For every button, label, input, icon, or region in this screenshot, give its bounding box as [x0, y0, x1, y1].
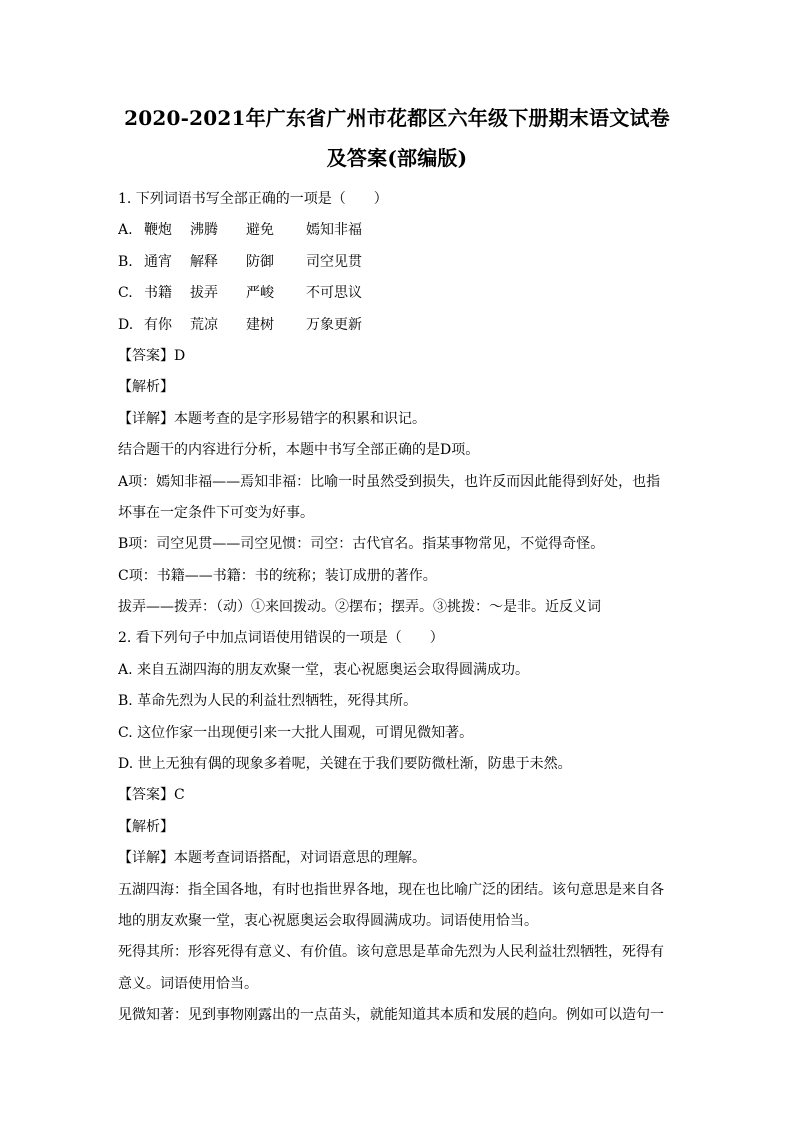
- question-2-option-c: C. 这位作家一出现便引来一大批人围观，可谓见微知著。: [118, 724, 474, 741]
- question-2-explanation-line: 见微知著：见到事物刚露出的一点苗头，就能知道其本质和发展的趋向。例如可以造句一: [118, 1007, 664, 1024]
- document-content: [118, 184, 674, 1032]
- question-1-stem: 1. 下列词语书写全部正确的一项是（ ）: [118, 191, 388, 207]
- question-1-option-d: [118, 310, 674, 341]
- option-word: 严峻: [246, 285, 274, 302]
- option-word: 有你: [144, 316, 172, 333]
- question-2-stem: 2. 看下列句子中加点词语使用错误的一项是（ ）: [118, 630, 444, 647]
- document-title-line-1: 2020-2021年广东省广州市花都区六年级下册期末语文试卷: [124, 106, 670, 130]
- question-1-option-c: [118, 278, 674, 309]
- option-word: 沸腾: [190, 222, 218, 239]
- option-letter: C.: [118, 285, 133, 302]
- question-1-answer: 【答案】D: [118, 347, 186, 364]
- option-word: 鞭炮: [144, 222, 172, 239]
- option-word: 司空见贯: [306, 253, 362, 270]
- question-1-analysis-header: 【解析】: [118, 379, 174, 396]
- question-2-explanation-line: 地的朋友欢聚一堂，衷心祝愿奥运会取得圆满成功。词语使用恰当。: [118, 912, 538, 929]
- option-word: 建树: [246, 316, 274, 333]
- option-letter: A.: [118, 222, 133, 239]
- question-2-explanation-line: 意义。词语使用恰当。: [118, 975, 258, 992]
- question-2-detail: 【详解】本题考查词语搭配，对词语意思的理解。: [118, 850, 426, 867]
- option-word: 荒凉: [190, 316, 218, 333]
- question-1-option-a: [118, 215, 674, 246]
- option-word: 嫣知非福: [306, 222, 362, 239]
- question-1-detail: 【详解】本题考查的是字形易错字的积累和识记。: [118, 410, 426, 427]
- question-1-option-b: [118, 247, 674, 278]
- question-2-option-d: D. 世上无独有偶的现象多着呢，关键在于我们要防微杜渐，防患于未然。: [118, 756, 572, 773]
- option-word: 书籍: [144, 285, 172, 302]
- question-1-explanation-line: 拔弄——拨弄：（动）①来回拨动。②摆布；摆弄。③挑拨：～是非。近反义词: [118, 599, 601, 616]
- question-2-option-a: A. 来自五湖四海的朋友欢聚一堂，衷心祝愿奥运会取得圆满成功。: [118, 661, 530, 678]
- document-title-line-2: 及答案(部编版): [326, 146, 468, 170]
- option-word: 万象更新: [306, 316, 362, 333]
- option-letter: D.: [118, 316, 134, 333]
- option-word: 解释: [190, 253, 218, 270]
- option-word: 拔弄: [190, 285, 218, 302]
- question-1-explanation-line: C项：书籍——书籍：书的统称；装订成册的著作。: [118, 567, 437, 584]
- option-word: 不可思议: [306, 285, 362, 302]
- question-2-explanation-line: 死得其所：形容死得有意义、有价值。该句意思是革命先烈为人民利益壮烈牺牲，死得有: [118, 944, 664, 961]
- option-word: 避免: [246, 222, 274, 239]
- question-1-explanation-line: B项：司空见贯——司空见惯：司空：古代官名。指某事物常见，不觉得奇怪。: [118, 536, 605, 553]
- question-2-option-b: B. 革命先烈为人民的利益壮烈牺牲，死得其所。: [118, 693, 418, 710]
- question-1-explanation-line: 坏事在一定条件下可变为好事。: [118, 504, 314, 521]
- question-2-explanation-line: 五湖四海：指全国各地，有时也指世界各地，现在也比喻广泛的团结。该句意思是来自各: [118, 881, 664, 898]
- question-2-answer: 【答案】C: [118, 787, 185, 804]
- question-1-explanation-line: 结合题干的内容进行分析，本题中书写全部正确的是D项。: [118, 442, 480, 459]
- question-1-explanation-line: A项：嫣知非福——焉知非福：比喻一时虽然受到损失，也许反而因此能得到好处，也指: [118, 473, 661, 490]
- question-2-analysis-header: 【解析】: [118, 818, 174, 835]
- option-word: 通宵: [144, 253, 172, 270]
- option-word: 防御: [246, 253, 274, 270]
- option-letter: B.: [118, 253, 133, 270]
